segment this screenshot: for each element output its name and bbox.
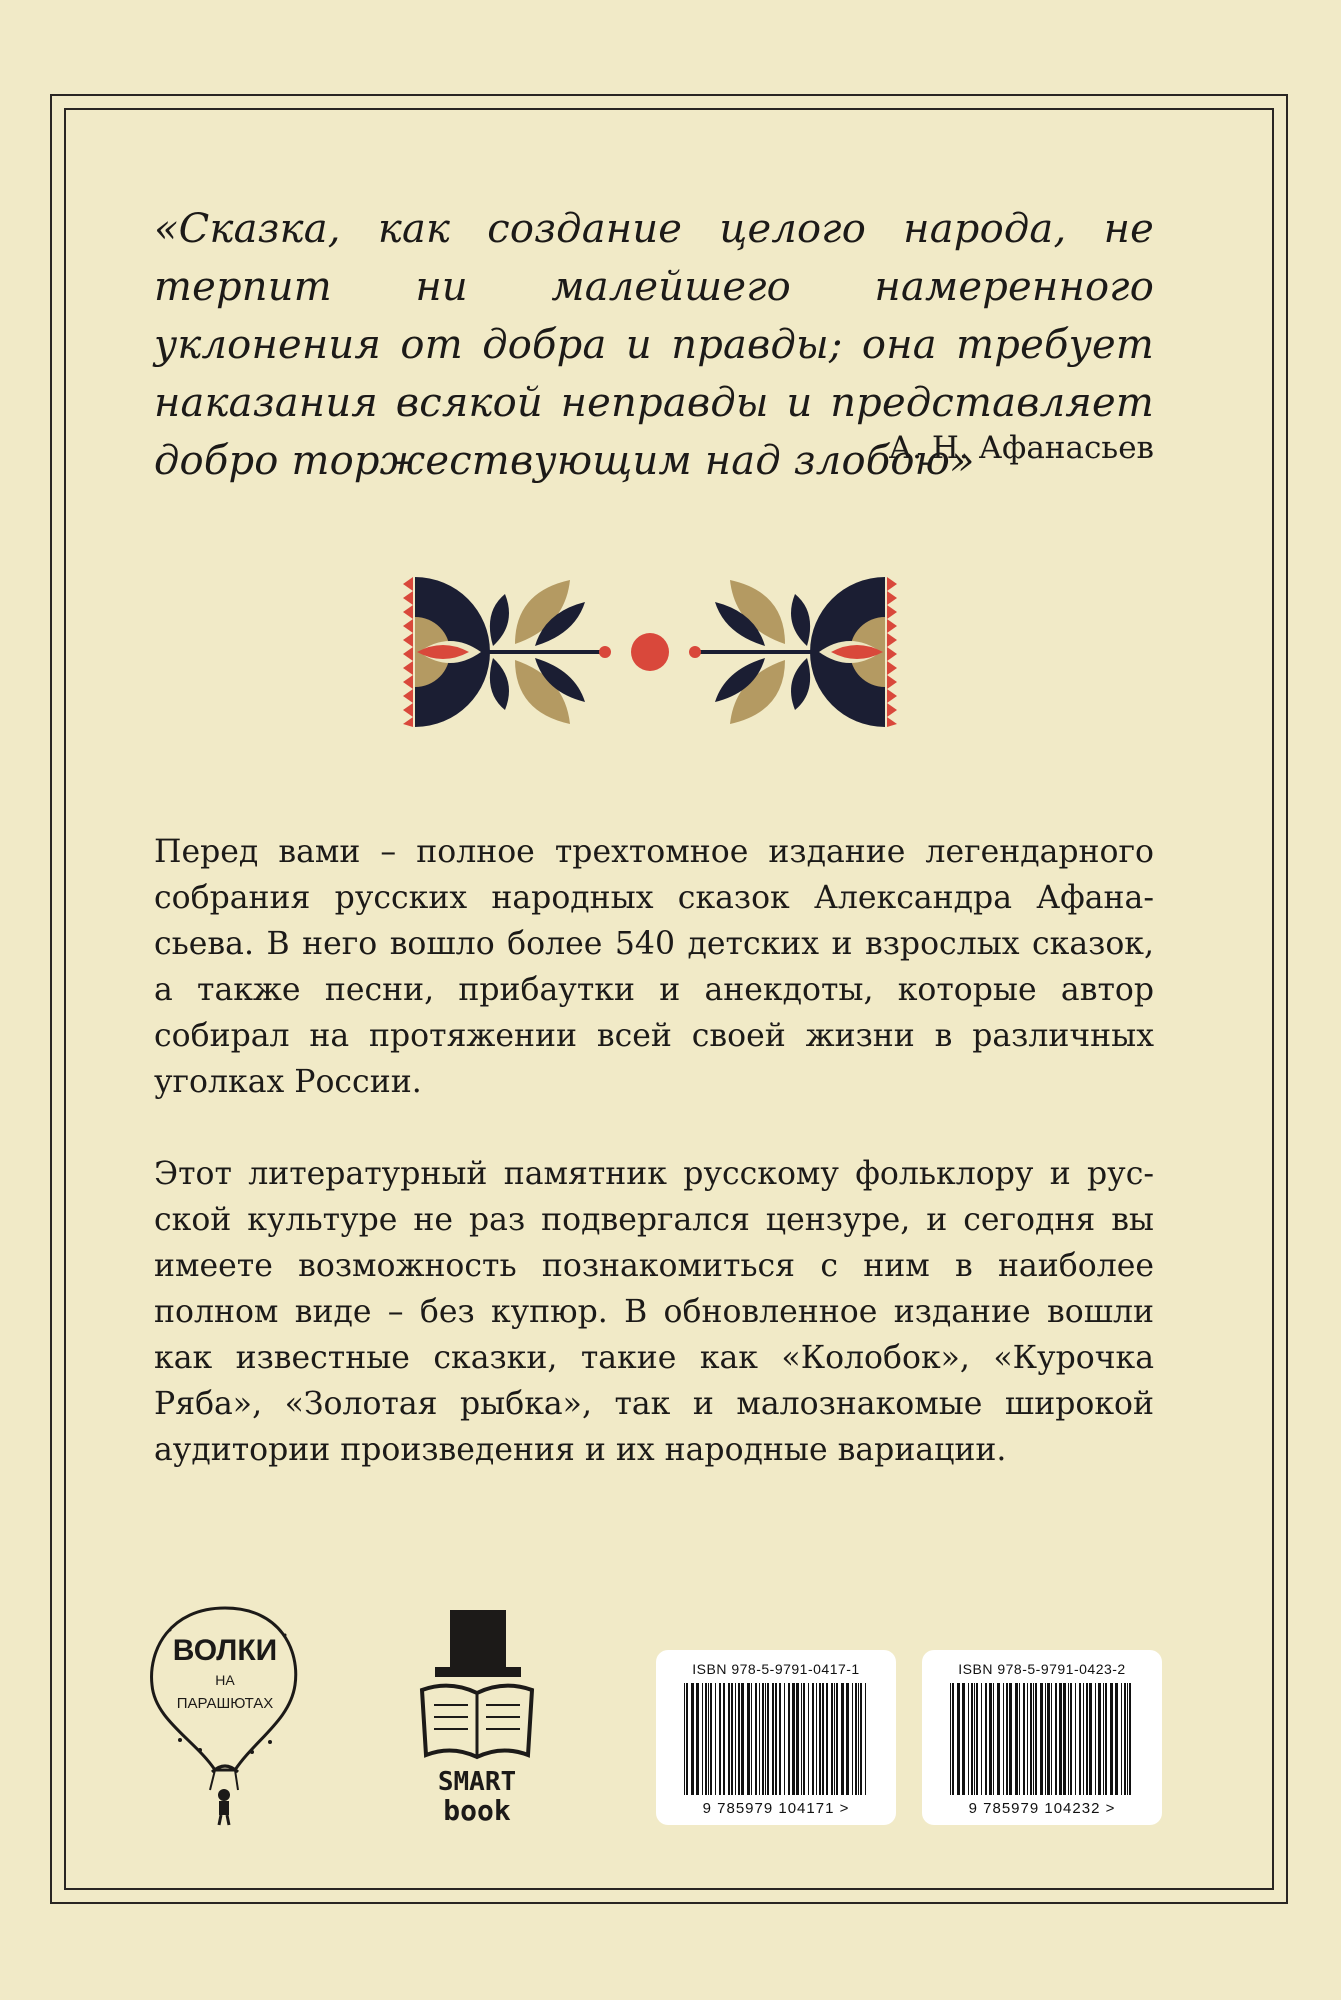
- barcode-stripe: [812, 1683, 814, 1795]
- barcode-stripe: [710, 1683, 712, 1795]
- barcode-stripe: [816, 1683, 817, 1795]
- barcode-stripe: [1033, 1683, 1034, 1795]
- barcode-stripe: [741, 1683, 744, 1795]
- epigraph-quote: «Сказка, как создание целого народа, не терпит ни малейшего намеренного уклонения от добра и правды; она требует наказания всякой неправды и представляет добро торжествующим над злобою»: [154, 206, 1154, 484]
- description-paragraph-2: Этот литературный памятник русскому фольклору и русской культуре не раз подвергался цензуре, и сегодня вы имеете возможность познакомиться с ним в наиболее полном виде – без купюр. В обновленное издание вошли как известные сказки, такие как «Колобок», «Курочка Ряба», «Золотая рыбка», так и малознакомые широкой аудитории произведения и их народные вариации.: [154, 1156, 1154, 1468]
- barcode-stripe: [735, 1683, 736, 1795]
- barcode-stripe: [852, 1683, 853, 1795]
- barcode-stripe: [860, 1683, 862, 1795]
- epigraph-author: А. Н. Афанасьев: [888, 430, 1154, 466]
- barcode-stripe: [751, 1683, 752, 1795]
- svg-text:ПАРАШЮТАХ: ПАРАШЮТАХ: [176, 1695, 274, 1712]
- isbn-label: ISBN 978-5-9791-0417-1: [692, 1661, 860, 1677]
- isbn-label: ISBN 978-5-9791-0423-2: [958, 1661, 1126, 1677]
- barcode-stripe: [985, 1683, 987, 1795]
- barcode-stripe: [1059, 1683, 1062, 1795]
- barcode-stripe: [1103, 1683, 1104, 1795]
- svg-text:ВОЛКИ: ВОЛКИ: [172, 1634, 278, 1667]
- barcode-stripe: [1047, 1683, 1050, 1795]
- barcode-stripe: [1098, 1683, 1101, 1795]
- barcode-stripe: [1030, 1683, 1032, 1795]
- barcode-stripe: [1023, 1683, 1025, 1795]
- svg-text:SMART: SMART: [437, 1767, 517, 1797]
- barcode-stripe: [1110, 1683, 1113, 1795]
- barcode-stripe: [684, 1683, 685, 1795]
- barcode-stripe: [686, 1683, 688, 1795]
- barcode-stripe: [715, 1683, 716, 1795]
- barcode-stripe: [796, 1683, 799, 1795]
- barcode-stripe: [971, 1683, 973, 1795]
- barcode-stripe: [1015, 1683, 1018, 1795]
- barcode-stripe: [1079, 1683, 1081, 1795]
- barcode-stripe: [702, 1683, 703, 1795]
- barcode-stripe: [762, 1683, 764, 1795]
- barcode-stripe: [784, 1683, 785, 1795]
- barcode-stripe: [950, 1683, 951, 1795]
- barcode-digits: 9 785979 104171 >: [702, 1800, 850, 1817]
- barcode-stripe: [831, 1683, 833, 1795]
- barcode-stripe: [826, 1683, 828, 1795]
- barcode-stripe: [822, 1683, 824, 1795]
- barcode-stripe: [1075, 1683, 1076, 1795]
- barcode-stripe: [767, 1683, 769, 1795]
- barcode-stripe: [1009, 1683, 1012, 1795]
- barcode-stripe: [731, 1683, 733, 1795]
- barcode-stripe: [808, 1683, 809, 1795]
- barcode-stripe: [1070, 1683, 1072, 1795]
- barcode-stripe: [1063, 1683, 1066, 1795]
- barcode-stripe: [801, 1683, 802, 1795]
- barcode-stripe: [1027, 1683, 1028, 1795]
- barcode-stripe: [765, 1683, 766, 1795]
- barcode-stripe: [1045, 1683, 1046, 1795]
- barcode-stripe: [728, 1683, 730, 1795]
- barcode-stripe: [1124, 1683, 1126, 1795]
- barcode-stripe: [997, 1683, 1000, 1795]
- folk-ornament-icon: [395, 572, 905, 732]
- barcode-stripe: [1003, 1683, 1004, 1795]
- barcode-stripe: [1121, 1683, 1122, 1795]
- isbn-barcode-volume: [656, 1650, 896, 1825]
- barcode-stripe: [1040, 1683, 1043, 1795]
- barcode-stripe: [1083, 1683, 1084, 1795]
- barcode-stripe: [1095, 1683, 1096, 1795]
- barcode-stripe: [1086, 1683, 1088, 1795]
- barcode-stripe: [952, 1683, 954, 1795]
- barcode-stripe: [865, 1683, 866, 1795]
- barcode-stripe: [974, 1683, 975, 1795]
- barcode-stripe: [1019, 1683, 1020, 1795]
- smart-book-logo: [410, 1605, 545, 1830]
- barcode-stripe: [858, 1683, 859, 1795]
- barcode-stripe: [1105, 1683, 1107, 1795]
- barcode-stripe: [957, 1683, 960, 1795]
- description-paragraph-1: Перед вами – полное трехтомное издание легендарного собрания русских народных сказок Александра Афанасьева. В него вошло более 540 детских и взрослых сказок, а также песни, прибаутки и анекдоты, которые автор собирал на протяжении всей своей жизни в различных уголках России.: [154, 834, 1154, 1100]
- barcode-stripe: [792, 1683, 795, 1795]
- barcode-bars: [684, 1683, 868, 1795]
- barcode-stripe: [855, 1683, 857, 1795]
- volki-na-parashyutakh-logo: [140, 1600, 310, 1830]
- barcode-stripe: [993, 1683, 994, 1795]
- barcode-stripe: [803, 1683, 805, 1795]
- barcode-stripe: [1006, 1683, 1008, 1795]
- barcode-stripe: [747, 1683, 750, 1795]
- barcode-bars: [950, 1683, 1134, 1795]
- barcode-stripe: [819, 1683, 821, 1795]
- barcode-stripe: [1129, 1683, 1131, 1795]
- barcode-stripe: [1115, 1683, 1118, 1795]
- barcode-stripe: [1035, 1683, 1037, 1795]
- barcode-stripe: [968, 1683, 969, 1795]
- barcode-stripe: [719, 1683, 721, 1795]
- barcode-stripe: [1127, 1683, 1128, 1795]
- barcode-stripe: [846, 1683, 849, 1795]
- barcode-stripe: [1051, 1683, 1052, 1795]
- barcode-stripe: [976, 1683, 978, 1795]
- barcode-stripe: [1055, 1683, 1057, 1795]
- barcode-stripe: [962, 1683, 965, 1795]
- svg-text:НА: НА: [215, 1672, 235, 1688]
- barcode-stripe: [759, 1683, 760, 1795]
- svg-text:book: book: [443, 1794, 511, 1827]
- barcode-stripe: [989, 1683, 992, 1795]
- barcode-stripe: [723, 1683, 725, 1795]
- barcode-stripe: [708, 1683, 709, 1795]
- barcode-stripe: [834, 1683, 835, 1795]
- isbn-barcode-set: [922, 1650, 1162, 1825]
- barcode-stripe: [696, 1683, 699, 1795]
- barcode-stripe: [981, 1683, 982, 1795]
- barcode-stripe: [779, 1683, 781, 1795]
- barcode-stripe: [691, 1683, 694, 1795]
- barcode-stripe: [836, 1683, 838, 1795]
- barcode-stripe: [841, 1683, 844, 1795]
- barcode-stripe: [1068, 1683, 1069, 1795]
- barcode-stripe: [738, 1683, 740, 1795]
- barcode-digits: 9 785979 104232 >: [968, 1800, 1116, 1817]
- barcode-stripe: [755, 1683, 757, 1795]
- barcode-stripe: [1089, 1683, 1092, 1795]
- barcode-stripe: [788, 1683, 790, 1795]
- barcode-stripe: [705, 1683, 707, 1795]
- barcode-stripe: [775, 1683, 777, 1795]
- barcode-stripe: [772, 1683, 774, 1795]
